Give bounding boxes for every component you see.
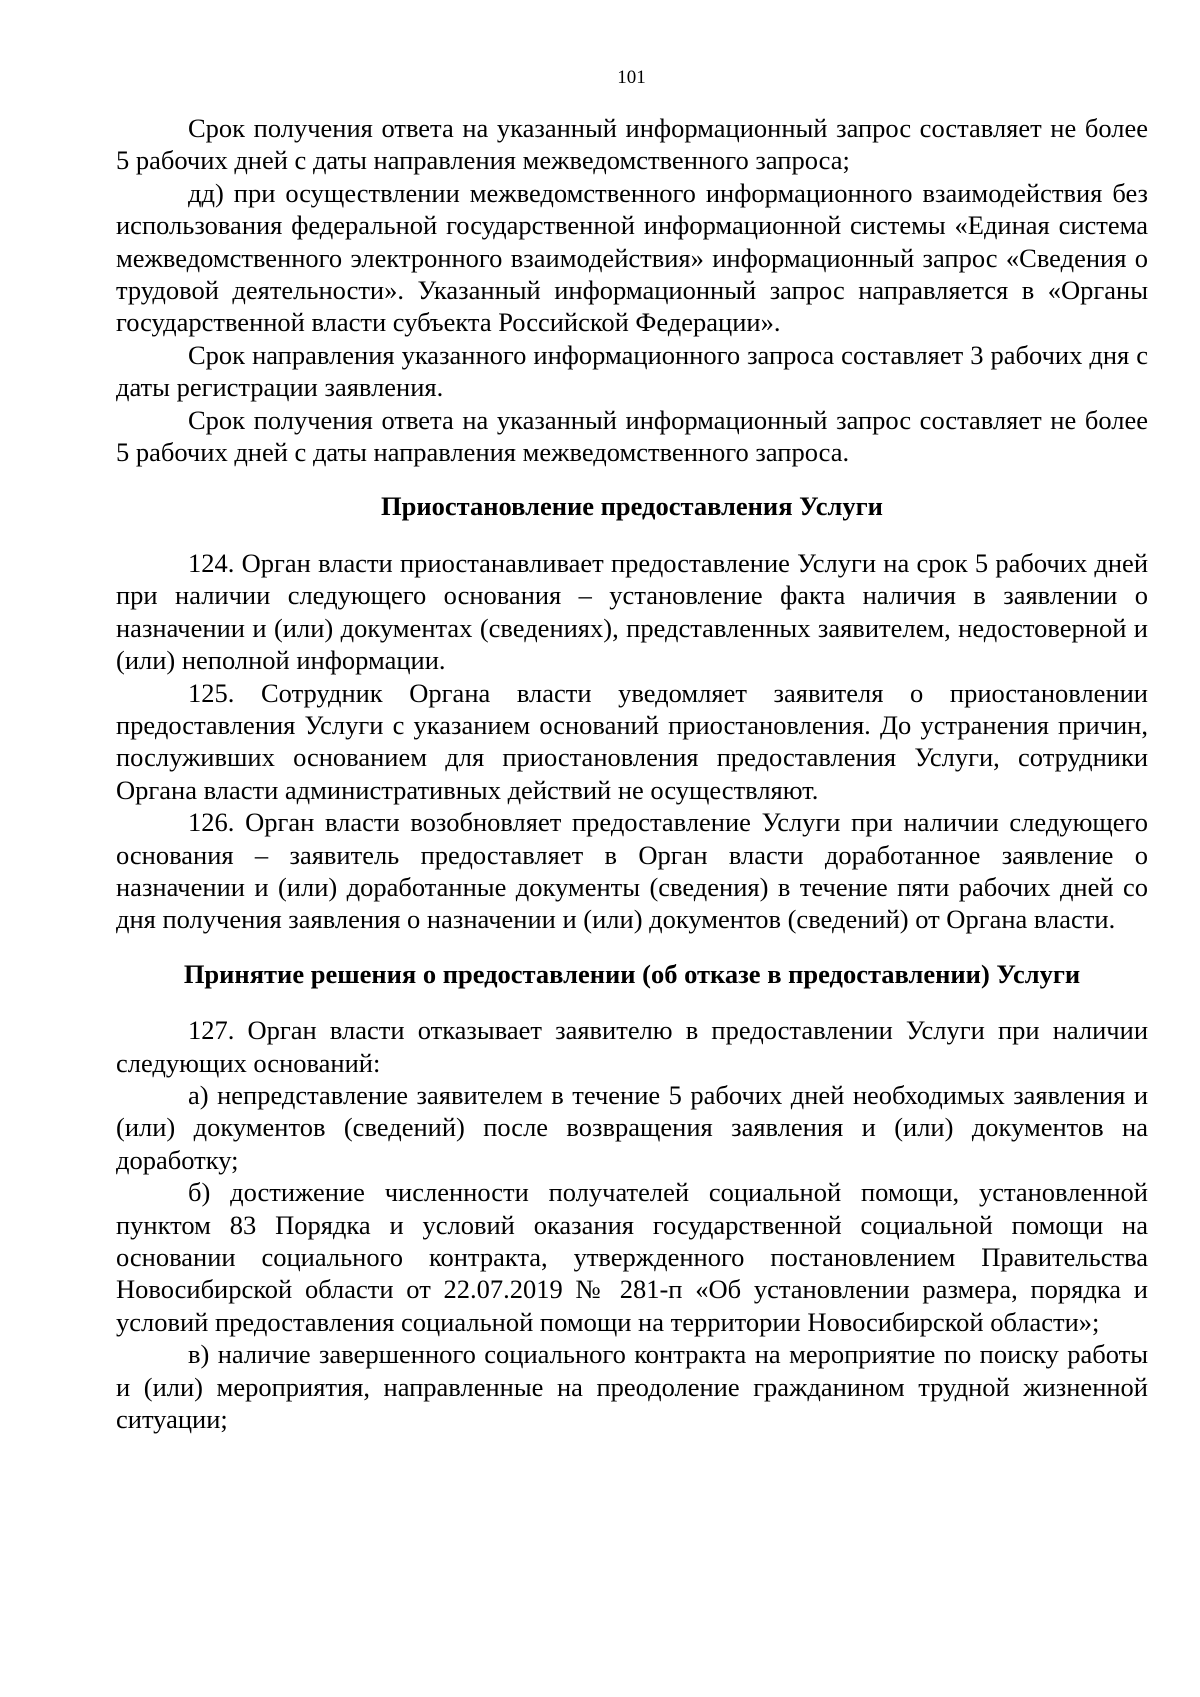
- paragraph-127-b: б) достижение численности получателей социальной помощи, установленной пунктом 83 Порядка и условий оказания государственной социальной помощи на основании социального контракта, утвержденного постановлением Правительства Новосибирской области от 22.07.2019 № 281-п «Об установлении размера, порядка и условий предоставления социальной помощи на территории Новосибирской области»;: [116, 1177, 1148, 1337]
- section-heading-suspension: Приостановление предоставления Услуги: [381, 491, 883, 522]
- page-number: 101: [617, 67, 646, 88]
- paragraph-124: 124. Орган власти приостанавливает предоставление Услуги на срок 5 рабочих дней при наличии следующего основания – установление факта наличия в заявлении о назначении и (или) документах (сведениях), представленных заявителем, недостоверной и (или) неполной информации.: [116, 547, 1148, 676]
- paragraph-125: 125. Сотрудник Органа власти уведомляет заявителя о приостановлении предоставления Услуги с указанием оснований приостановления. До устранения причин, послуживших основанием для приостановления предоставления Услуги, сотрудники Органа власти административных действий не осуществляют.: [116, 677, 1148, 805]
- paragraph-127-v: в) наличие завершенного социального контракта на мероприятие по поиску работы и (или) мероприятия, направленные на преодоление гражданином трудной жизненной ситуации;: [116, 1339, 1148, 1435]
- paragraph-response-deadline-1: Срок получения ответа на указанный информационный запрос составляет не более 5 рабочих дней с даты направления межведомственного запроса;: [116, 113, 1148, 176]
- section-heading-decision: Принятие решения о предоставлении (об отказе в предоставлении) Услуги: [183, 958, 1081, 989]
- paragraph-request-deadline: Срок направления указанного информационного запроса составляет 3 рабочих дня с даты регистрации заявления.: [116, 339, 1148, 403]
- paragraph-126: 126. Орган власти возобновляет предоставление Услуги при наличии следующего основания – заявитель предоставляет в Орган власти доработанное заявление о назначении и (или) доработанные документы (сведения) в течение пяти рабочих дней со дня получения заявления о назначении и (или) документов (сведений) от Органа власти.: [116, 807, 1148, 935]
- paragraph-item-dd: дд) при осуществлении межведомственного информационного взаимодействия без использования федеральной государственной информационной системы «Единая система межведомственного электронного взаимодействия» информационный запрос «Сведения о трудовой деятельности». Указанный информационный запрос направляется в «Органы государственной власти субъекта Российской Федерации».: [116, 177, 1148, 338]
- paragraph-127: 127. Орган власти отказывает заявителю в предоставлении Услуги при наличии следующих оснований:: [116, 1015, 1148, 1078]
- paragraph-127-a: а) непредставление заявителем в течение 5 рабочих дней необходимых заявления и (или) документов (сведений) после возвращения заявления и (или) документов на доработку;: [116, 1079, 1148, 1175]
- paragraph-response-deadline-2: Срок получения ответа на указанный информационный запрос составляет не более 5 рабочих дней с даты направления межведомственного запроса.: [116, 404, 1148, 468]
- document-body: [116, 112, 1148, 1435]
